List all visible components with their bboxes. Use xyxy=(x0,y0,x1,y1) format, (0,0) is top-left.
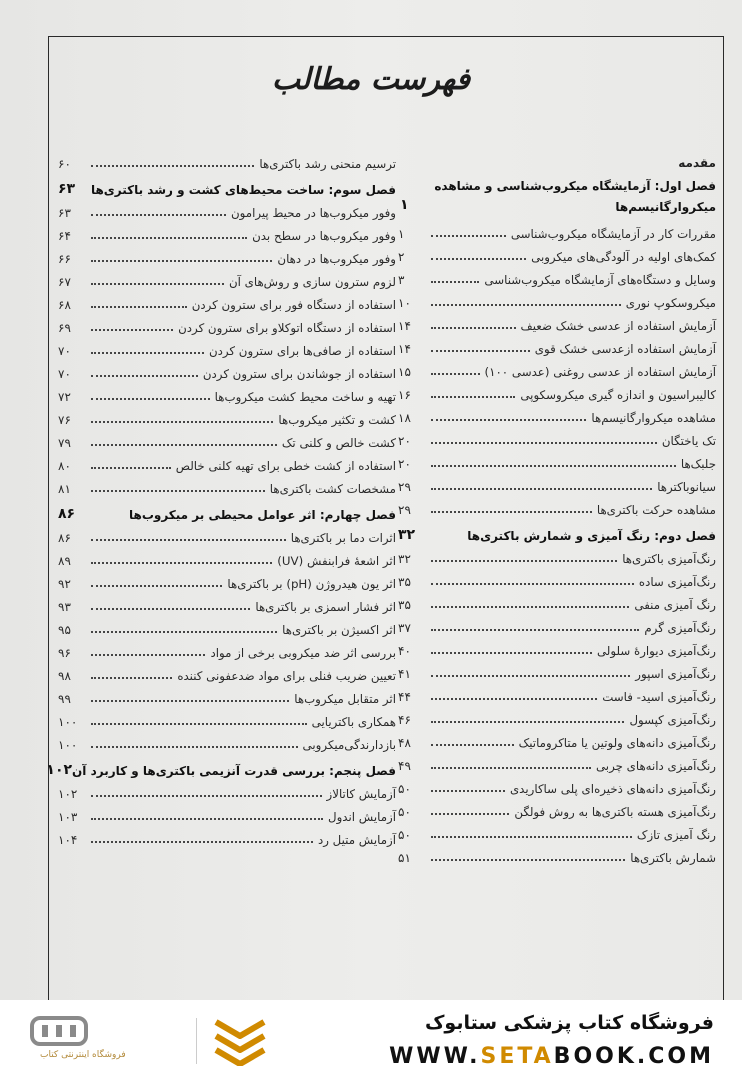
toc-leader-dots xyxy=(431,235,506,237)
toc-entry-page: ۴۸ xyxy=(398,736,411,750)
toc-leader-dots xyxy=(91,444,277,446)
toc-entry-title: کشت و تکثیر میکروب‌ها xyxy=(278,413,396,427)
chapter-heading xyxy=(46,752,396,778)
toc-entry-title: آزمایش استفاده ازعدسی خشک قوی xyxy=(534,342,716,356)
toc-entry-page: ۱۰ xyxy=(398,296,411,310)
toc-entry-title: رنگ‌آمیزی کپسول xyxy=(629,713,716,727)
toc-entry-page: ۱۰۲ xyxy=(58,787,78,801)
toc-entry-title: سیانوباکترها xyxy=(657,480,716,494)
chapter-page-number: ۱ xyxy=(400,197,409,213)
chapter-heading xyxy=(398,517,716,543)
toc-entry xyxy=(398,658,716,681)
chapter-title: فصل اول: آزمایشگاه میکروب‌شناسی و مشاهده میکروارگانیسم‌ها xyxy=(434,179,716,214)
toc-entry-title: مقررات کار در آزمایشگاه میکروب‌شناسی xyxy=(510,227,716,241)
toc-entry-title: وسایل و دستگاه‌های آزمایشگاه میکروب‌شناسی xyxy=(484,273,716,287)
toc-entry-title: آزمایش متیل رد xyxy=(317,833,396,847)
toc-leader-dots xyxy=(431,488,652,490)
toc-leader-dots xyxy=(431,744,514,746)
toc-leader-dots xyxy=(431,465,676,467)
toc-leader-dots xyxy=(91,654,205,656)
toc-entry-page: ۷۰ xyxy=(58,344,71,358)
toc-entry xyxy=(398,241,716,264)
toc-entry xyxy=(58,473,396,496)
toc-entry-page: ۵۰ xyxy=(398,782,411,796)
toc-leader-dots xyxy=(431,790,505,792)
toc-leader-dots xyxy=(91,795,322,797)
toc-entry-title: جلبک‌ها xyxy=(680,457,716,471)
toc-entry xyxy=(398,379,716,402)
toc-entry-title: تهیه و ساخت محیط کشت میکروب‌ها xyxy=(214,390,396,404)
toc-leader-dots xyxy=(91,631,277,633)
toc-entry xyxy=(58,381,396,404)
toc-entry-title: استفاده از صافی‌ها برای سترون کردن xyxy=(209,344,396,358)
toc-entry-page: ۷۹ xyxy=(58,436,71,450)
toc-entry-page: ۴۶ xyxy=(398,713,411,727)
toc-entry xyxy=(58,824,396,847)
toc-leader-dots xyxy=(91,306,187,308)
toc-entry-title: رنگ‌آمیزی دانه‌های ولوتین یا متاکروماتیک xyxy=(518,736,716,750)
url-suffix: BOOK.COM xyxy=(553,1044,714,1069)
toc-entry-page: ۴۴ xyxy=(398,690,411,704)
toc-entry xyxy=(58,243,396,266)
toc-entry xyxy=(58,683,396,706)
toc-entry xyxy=(398,566,716,589)
toc-entry xyxy=(58,404,396,427)
toc-entry-page: ۱۴ xyxy=(398,319,411,333)
chapter-heading xyxy=(58,171,396,197)
toc-entry-page: ۱۸ xyxy=(398,411,411,425)
chapter-page-number: ۸۶ xyxy=(58,506,76,522)
toc-entry-page: ۹۸ xyxy=(58,669,71,683)
toc-leader-dots xyxy=(91,723,307,725)
toc-entry-page: ۸۹ xyxy=(58,554,71,568)
toc-entry-title: بازدارندگی‌میکروبی xyxy=(302,738,396,752)
toc-leader-dots xyxy=(431,281,479,283)
toc-entry-page: ۷۲ xyxy=(58,390,71,404)
chapter-page-number: ۶۳ xyxy=(58,181,76,197)
toc-entry xyxy=(398,264,716,287)
toc-entry xyxy=(58,801,396,824)
toc-entry-title: لزوم سترون سازی و روش‌های آن xyxy=(228,275,396,289)
toc-leader-dots xyxy=(91,283,224,285)
toc-entry-page: ۱۰۳ xyxy=(58,810,78,824)
toc-leader-dots xyxy=(91,746,298,748)
toc-entry-title: رنگ‌آمیزی گرم xyxy=(644,621,716,635)
toc-entry-title: رنگ آمیزی منفی xyxy=(634,598,716,612)
toc-entry xyxy=(58,450,396,473)
toc-entry xyxy=(58,197,396,220)
toc-entry-page: ۱۰۰ xyxy=(58,738,78,752)
toc-entry-title: آزمایش استفاده از عدسی خشک ضعیف xyxy=(520,319,716,333)
toc-leader-dots xyxy=(91,818,323,820)
toc-entry-title: اثر فشار اسمزی بر باکتری‌ها xyxy=(255,600,396,614)
toc-entry-page: ۳۷ xyxy=(398,621,411,635)
toc-leader-dots xyxy=(91,608,250,610)
shop-url-link[interactable] xyxy=(389,1044,714,1069)
toc-entry-title: استفاده از دستگاه اتوکلاو برای سترون کردن xyxy=(178,321,396,335)
toc-entry xyxy=(398,471,716,494)
toc-leader-dots xyxy=(91,585,222,587)
toc-entry-page: ۹۵ xyxy=(58,623,71,637)
toc-entry-title: استفاده از کشت خطی برای تهیه کلنی خالص xyxy=(175,459,396,473)
toc-leader-dots xyxy=(431,629,639,631)
toc-entry xyxy=(58,568,396,591)
toc-entry-title: آزمایش اندول xyxy=(328,810,396,824)
toc-entry-title: رنگ‌آمیزی اسپور xyxy=(635,667,716,681)
toc-entry-page: ۶۳ xyxy=(58,206,71,220)
toc-entry-page: ۶۷ xyxy=(58,275,71,289)
toc-entry xyxy=(398,425,716,448)
page-title: فهرست مطالب xyxy=(271,62,471,97)
toc-entry xyxy=(58,660,396,683)
toc-entry-page: ۶۶ xyxy=(58,252,71,266)
toc-entry-page: ۳۵ xyxy=(398,575,411,589)
toc-entry-page: ۲۹ xyxy=(398,480,411,494)
toc-leader-dots xyxy=(91,539,286,541)
toc-leader-dots xyxy=(91,841,313,843)
toc-leader-dots xyxy=(91,421,273,423)
toc-entry-page: ۲ xyxy=(398,250,405,264)
toc-entry xyxy=(398,773,716,796)
toc-entry-page: ۲۰ xyxy=(398,434,411,448)
toc-entry-title: میکروسکوپ نوری xyxy=(625,296,716,310)
toc-entry-title: کالیبراسیون و اندازه گیری میکروسکوپی xyxy=(520,388,716,402)
toc-entry-title: وفور میکروب‌ها در محیط پیرامون xyxy=(231,206,396,220)
toc-entry xyxy=(398,681,716,704)
chapter-heading xyxy=(398,176,716,218)
toc-entry-title: استفاده از جوشاندن برای سترون کردن xyxy=(202,367,396,381)
toc-entry-page: ۵۰ xyxy=(398,805,411,819)
store-footer xyxy=(0,1000,742,1080)
toc-leader-dots xyxy=(91,260,272,262)
toc-entry xyxy=(58,427,396,450)
toc-entry xyxy=(58,358,396,381)
toc-leader-dots xyxy=(431,258,526,260)
toc-entry xyxy=(398,612,716,635)
toc-leader-dots xyxy=(91,352,204,354)
toc-entry-title: رنگ آمیزی تازک xyxy=(636,828,716,842)
toc-entry xyxy=(58,637,396,660)
toc-entry xyxy=(58,266,396,289)
toc-entry xyxy=(398,635,716,658)
chapter-title: فصل چهارم: اثر عوامل محیطی بر میکروب‌ها xyxy=(129,508,396,522)
toc-entry-title: اثر یون هیدروژن (pH) بر باکتری‌ها xyxy=(227,577,396,591)
toc-leader-dots xyxy=(431,327,516,329)
toc-entry xyxy=(58,289,396,312)
toc-entry-title: رنگ‌آمیزی دانه‌های چربی xyxy=(595,759,716,773)
toc-entry-title: آزمایش استفاده از عدسی روغنی (عدسی ۱۰۰) xyxy=(484,365,716,379)
toc-entry-title: استفاده از دستگاه فور برای سترون کردن xyxy=(191,298,396,312)
shop-name: فروشگاه کتاب پزشکی ستابوک xyxy=(424,1012,714,1034)
toc-entry-title: مشاهده میکروارگانیسم‌ها xyxy=(591,411,716,425)
toc-entry-title: اثر اشعهٔ فرابنفش (UV) xyxy=(277,554,396,568)
toc-entry-page: ۶۹ xyxy=(58,321,71,335)
toc-entry xyxy=(398,287,716,310)
toc-leader-dots xyxy=(91,562,272,564)
toc-entry-page: ۴۰ xyxy=(398,644,411,658)
toc-entry-page: ۳۲ xyxy=(398,552,411,566)
toc-entry xyxy=(398,543,716,566)
toc-leader-dots xyxy=(431,442,657,444)
toc-leader-dots xyxy=(431,652,592,654)
toc-entry-title: رنگ‌آمیزی دانه‌های ذخیره‌ای پلی ساکاریدی xyxy=(509,782,716,796)
toc-entry-page: ۳ xyxy=(398,273,405,287)
toc-entry-page: ۸۰ xyxy=(58,459,71,473)
toc-leader-dots xyxy=(91,329,173,331)
toc-leader-dots xyxy=(431,606,629,608)
toc-leader-dots xyxy=(91,214,226,216)
toc-entry xyxy=(398,333,716,356)
chevron-brand-icon xyxy=(210,1016,270,1066)
toc-leader-dots xyxy=(431,350,530,352)
toc-entry xyxy=(58,312,396,335)
toc-intro: مقدمه xyxy=(678,156,716,170)
toc-entry-page: ۸۱ xyxy=(58,482,71,496)
chapter-title: فصل سوم: ساخت محیط‌های کشت و رشد باکتری‌ها xyxy=(90,183,396,197)
toc-leader-dots xyxy=(91,677,172,679)
toc-entry-title: کمک‌های اولیه در آلودگی‌های میکروبی xyxy=(531,250,716,264)
toc-leader-dots xyxy=(91,490,265,492)
toc-leader-dots xyxy=(91,165,254,167)
toc-entry-title: اثر متقابل میکروب‌ها xyxy=(294,692,396,706)
toc-entry xyxy=(58,614,396,637)
toc-entry-title: رنگ‌آمیزی اسید- فاست xyxy=(602,690,716,704)
toc-leader-dots xyxy=(431,583,634,585)
toc-entry xyxy=(58,591,396,614)
toc-leader-dots xyxy=(431,813,509,815)
toc-entry-title: مشخصات کشت باکتری‌ها xyxy=(269,482,396,496)
toc-entry-page: ۹۲ xyxy=(58,577,71,591)
toc-entry-title: رنگ‌آمیزی دیوارهٔ سلولی xyxy=(596,644,716,658)
toc-entry-title: تعیین ضریب فنلی برای مواد ضدعفونی کننده xyxy=(177,669,396,683)
chapter-title: فصل پنجم: بررسی قدرت آنزیمی باکتری‌ها و کاربرد آن xyxy=(72,764,396,778)
chapter-title: فصل دوم: رنگ آمیزی و شمارش باکتری‌ها xyxy=(467,529,716,543)
toc-entry-title: تک یاختگان xyxy=(661,434,716,448)
toc-entry xyxy=(58,706,396,729)
toc-leader-dots xyxy=(431,721,624,723)
toc-entry xyxy=(58,522,396,545)
toc-entry xyxy=(58,335,396,358)
chapter-page-number: ۱۰۲ xyxy=(46,762,73,778)
setabook-logo-icon xyxy=(30,1016,88,1046)
chapter-page-number: ۳۲ xyxy=(398,527,416,543)
toc-entry xyxy=(398,704,716,727)
toc-entry-title: اثر اکسیژن بر باکتری‌ها xyxy=(282,623,396,637)
toc-entry-page: ۸۶ xyxy=(58,531,71,545)
toc-leader-dots xyxy=(431,511,592,513)
toc-leader-dots xyxy=(431,767,591,769)
toc-entry-page: ۹۳ xyxy=(58,600,71,614)
toc-entry-title: رنگ‌آمیزی هسته باکتری‌ها به روش فولگن xyxy=(514,805,716,819)
toc-entry-title: وفور میکروب‌ها در سطح بدن xyxy=(252,229,396,243)
toc-entry-title: مشاهده حرکت باکتری‌ها xyxy=(596,503,716,517)
toc-entry-title: رنگ‌آمیزی ساده xyxy=(638,575,716,589)
toc-entry-page: ۱۰۴ xyxy=(58,833,78,847)
toc-entry xyxy=(398,310,716,333)
toc-leader-dots xyxy=(431,698,597,700)
toc-leader-dots xyxy=(431,675,630,677)
toc-leader-dots xyxy=(431,396,515,398)
toc-entry-title: کشت خالص و کلنی تک xyxy=(281,436,396,450)
toc-entry-title: ترسیم منحنی رشد باکتری‌ها xyxy=(259,157,396,171)
toc-entry xyxy=(58,729,396,752)
toc-entry-title: وفور میکروب‌ها در دهان xyxy=(277,252,396,266)
toc-entry-title: بررسی اثر ضد میکروبی برخی از مواد xyxy=(210,646,396,660)
chapter-heading xyxy=(58,496,396,522)
toc-entry-page: ۶۰ xyxy=(58,157,71,171)
toc-entry xyxy=(398,494,716,517)
toc-entry xyxy=(398,356,716,379)
toc-entry-title: اثرات دما بر باکتری‌ها xyxy=(290,531,396,545)
toc-leader-dots xyxy=(431,836,632,838)
toc-entry xyxy=(58,148,396,171)
toc-leader-dots xyxy=(91,467,171,469)
url-prefix: WWW. xyxy=(389,1044,481,1069)
toc-entry-page: ۲۹ xyxy=(398,503,411,517)
url-highlight: SETA xyxy=(480,1044,554,1069)
toc-entry-page: ۲۰ xyxy=(398,457,411,471)
toc-entry-page: ۵۰ xyxy=(398,828,411,842)
toc-entry-page: ۹۶ xyxy=(58,646,71,660)
toc-leader-dots xyxy=(431,304,621,306)
toc-entry-page: ۶۸ xyxy=(58,298,71,312)
toc-leader-dots xyxy=(431,560,617,562)
toc-entry xyxy=(58,778,396,801)
toc-left-column xyxy=(46,148,396,847)
toc-entry-page: ۱۰۰ xyxy=(58,715,78,729)
toc-entry xyxy=(398,796,716,819)
toc-entry xyxy=(398,218,716,241)
toc-leader-dots xyxy=(91,398,210,400)
toc-entry-title: رنگ‌آمیزی باکتری‌ها xyxy=(622,552,716,566)
toc-entry-page: ۷۰ xyxy=(58,367,71,381)
toc-entry-page: ۱۴ xyxy=(398,342,411,356)
toc-entry-page: ۴۹ xyxy=(398,759,411,773)
toc-entry-page: ۷۶ xyxy=(58,413,71,427)
toc-entry-page: ۴۱ xyxy=(398,667,411,681)
toc-entry xyxy=(398,589,716,612)
toc-entry-page: ۶۴ xyxy=(58,229,71,243)
toc-entry xyxy=(398,819,716,842)
logo-caption: فروشگاه اینترنتی کتاب xyxy=(40,1050,126,1060)
toc-entry xyxy=(398,402,716,425)
toc-entry xyxy=(58,220,396,243)
toc-leader-dots xyxy=(91,375,198,377)
toc-entry-page: ۱ xyxy=(398,227,405,241)
toc-leader-dots xyxy=(91,700,289,702)
toc-leader-dots xyxy=(431,859,625,861)
toc-entry-title: شمارش باکتری‌ها xyxy=(630,851,716,865)
footer-divider xyxy=(196,1018,197,1064)
toc-entry xyxy=(398,842,716,865)
toc-entry-page: ۳۵ xyxy=(398,598,411,612)
toc-leader-dots xyxy=(431,419,586,421)
toc-entry-page: ۹۹ xyxy=(58,692,71,706)
toc-entry-title: آزمایش کاتالاز xyxy=(326,787,396,801)
toc-leader-dots xyxy=(431,373,480,375)
toc-entry-page: ۵۱ xyxy=(398,851,411,865)
toc-entry xyxy=(398,750,716,773)
toc-leader-dots xyxy=(91,237,247,239)
toc-right-column xyxy=(398,148,716,865)
toc-entry-page: ۱۵ xyxy=(398,365,411,379)
toc-entry-page: ۱۶ xyxy=(398,388,411,402)
toc-entry xyxy=(58,545,396,568)
toc-entry-title: همکاری باکتریایی xyxy=(311,715,396,729)
toc-entry xyxy=(398,448,716,471)
toc-entry xyxy=(398,727,716,750)
